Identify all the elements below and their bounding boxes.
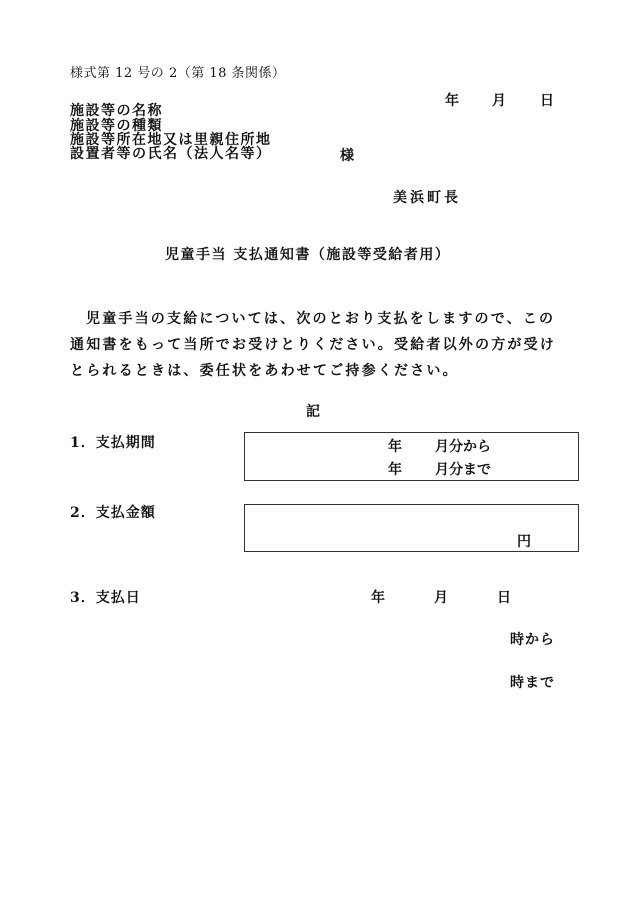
- header-month: 月: [492, 93, 506, 109]
- body-paragraph: 児童手当の支給については、次のとおり支払をしますので、この通知書をもって当所でお受けとりください。受給者以外の方が受けとられるときは、委任状をあわせてご持参ください。: [70, 311, 556, 379]
- header-year: 年: [445, 93, 459, 109]
- period-box: [244, 432, 579, 481]
- header-day: 日: [540, 93, 554, 109]
- honorific: 様: [340, 148, 354, 164]
- date-year: 年: [371, 590, 385, 606]
- issuer: 美浜町長: [393, 190, 461, 206]
- founder-name-label: 設置者等の氏名（法人名等）: [70, 146, 272, 162]
- date-month: 月: [434, 590, 448, 606]
- facility-name-label: 施設等の名称: [70, 103, 163, 119]
- facility-type-label: 施設等の種類: [70, 118, 163, 134]
- amount-box: [244, 504, 579, 552]
- facility-address-label: 施設等所在地又は里親住所地: [70, 132, 272, 148]
- period-to-month: 月分まで: [435, 462, 491, 478]
- amount-unit: 円: [517, 534, 531, 550]
- amount-label: 2．支払金額: [70, 505, 156, 521]
- period-label: 1．支払期間: [70, 435, 156, 451]
- date-label: 3．支払日: [70, 590, 141, 606]
- time-to: 時まで: [510, 675, 555, 691]
- ki-heading: 記: [306, 404, 320, 420]
- date-day: 日: [497, 590, 511, 606]
- period-from-year: 年: [388, 439, 402, 455]
- form-number: 様式第 12 号の 2（第 18 条関係）: [70, 66, 286, 81]
- period-to-year: 年: [388, 462, 402, 478]
- period-from-month: 月分から: [435, 439, 491, 455]
- document-title: 児童手当 支払通知書（施設等受給者用）: [165, 247, 451, 263]
- time-from: 時から: [510, 632, 555, 648]
- body-text: [70, 306, 562, 384]
